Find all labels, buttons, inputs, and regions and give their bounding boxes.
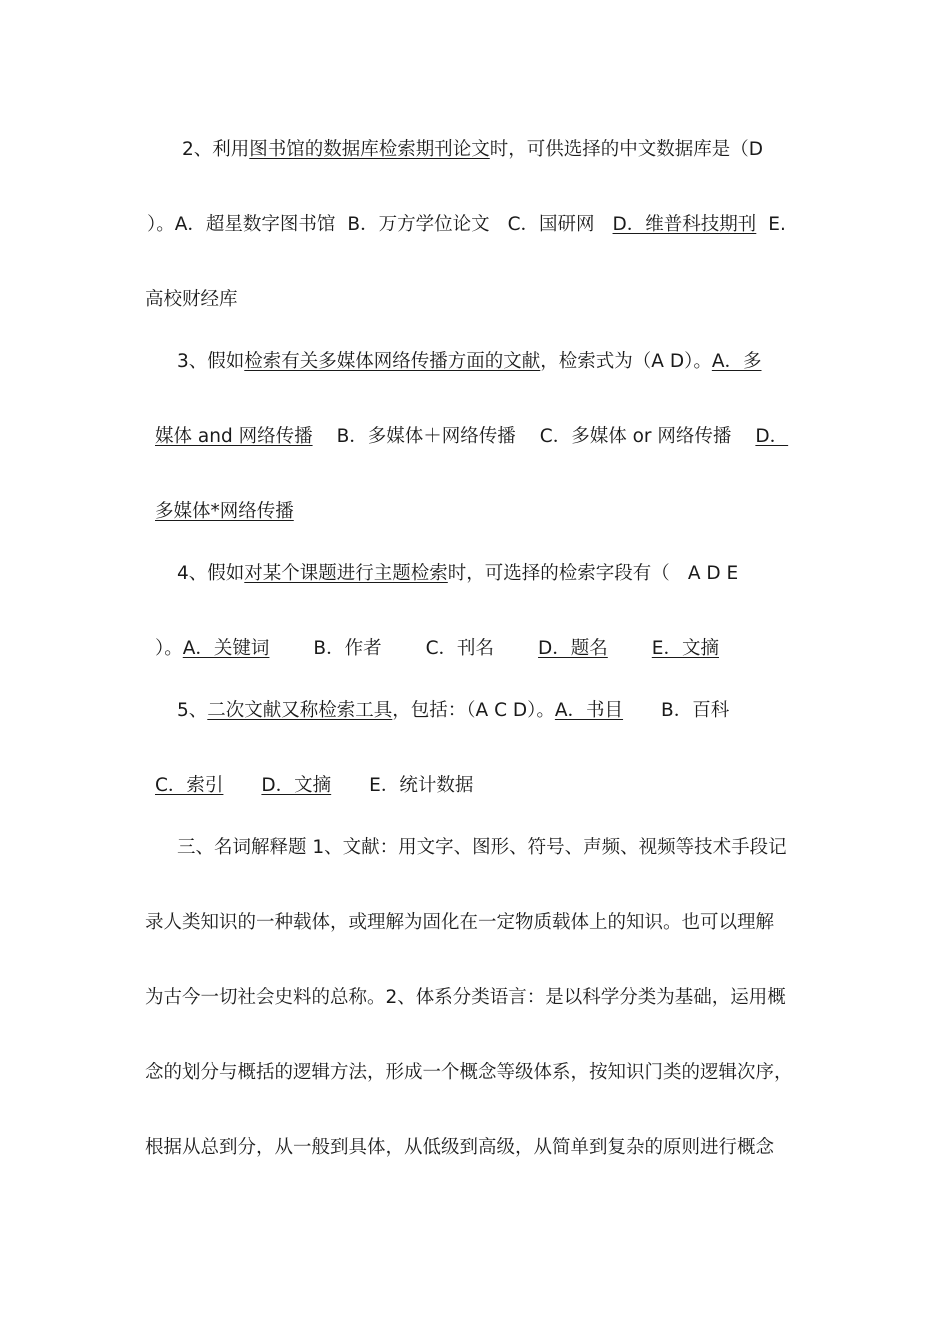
q5-option-a-answer: A．书目	[554, 700, 624, 721]
q4-number: 4、假如	[177, 563, 245, 584]
section3-line4: 念的划分与概括的逻辑方法，形成一个概念等级体系，按知识门类的逻辑次序，	[145, 1062, 793, 1083]
q3-line3	[155, 499, 294, 525]
q4-option-a-answer: A．关键词	[182, 638, 270, 659]
q3-number: 3、假如	[177, 351, 245, 372]
section3-line3: 为古今一切社会史料的总称。2、体系分类语言：是以科学分类为基础，运用概	[145, 987, 786, 1008]
q5-option-d-answer: D．文摘	[261, 775, 332, 796]
q4-line2	[155, 636, 719, 662]
q2-number: 2、利用	[182, 139, 250, 160]
q4-option-e-answer: E．文摘	[651, 638, 719, 659]
q5-number: 5、	[177, 700, 208, 721]
q5-stem: ，包括：（A C D）。	[392, 700, 555, 721]
q5-option-c-answer: C．索引	[155, 775, 224, 796]
q5-option-b: B．百科	[661, 700, 730, 721]
q5-line1	[177, 698, 729, 724]
q4-option-d-answer: D．题名	[538, 638, 608, 659]
q3-stem: ，检索式为（A D）。	[540, 351, 712, 372]
q2-underlined-topic: 图书馆的数据库检索期刊论文	[249, 139, 490, 160]
q2-option-a: ）。A．超星数字图书馆	[147, 214, 336, 235]
q4-stem: 时，可选择的检索字段有（	[447, 563, 670, 584]
q3-line2	[155, 424, 788, 450]
q5-option-e: E．统计数据	[369, 775, 474, 796]
q2-stem: 时，可供选择的中文数据库是（D	[489, 139, 764, 160]
q4-bracket-close: ）。	[155, 638, 183, 659]
section3-line1: 三、名词解释题 1、文献：用文字、图形、符号、声频、视频等技术手段记	[177, 837, 787, 858]
q3-option-c: C．多媒体 or 网络传播	[539, 426, 732, 447]
q2-option-e: E.	[768, 214, 786, 235]
q3-underlined-topic: 检索有关多媒体网络传播方面的文献	[244, 351, 541, 372]
q3-option-d-answer-cont: 多媒体*网络传播	[155, 501, 294, 522]
q4-underlined-topic: 对某个课题进行主题检索	[244, 563, 448, 584]
q3-option-a-answer: A．多	[711, 351, 762, 372]
q2-option-c: C．国研网	[507, 214, 595, 235]
q2-line2	[147, 212, 786, 238]
q3-line1	[177, 349, 762, 375]
section3-line5: 根据从总到分，从一般到具体，从低级到高级，从简单到复杂的原则进行概念	[145, 1137, 775, 1158]
q3-option-a-answer-cont: 媒体 and 网络传播	[155, 426, 313, 447]
q2-option-b: B．万方学位论文	[347, 214, 490, 235]
q4-line1	[177, 561, 738, 587]
section3-line2: 录人类知识的一种载体，或理解为固化在一定物质载体上的知识。也可以理解	[145, 912, 775, 933]
q5-underlined-topic: 二次文献又称检索工具	[207, 700, 393, 721]
q3-option-d-answer: D．	[755, 426, 789, 447]
q2-line1	[182, 137, 763, 163]
q4-answer: A D E	[687, 563, 739, 584]
q4-option-b: B．作者	[313, 638, 382, 659]
q2-option-d-answer: D．维普科技期刊	[612, 214, 757, 235]
q3-option-b: B．多媒体＋网络传播	[336, 426, 516, 447]
q2-line3: 高校财经库	[145, 289, 238, 310]
q4-option-c: C．刊名	[425, 638, 495, 659]
q5-line2	[155, 773, 473, 799]
